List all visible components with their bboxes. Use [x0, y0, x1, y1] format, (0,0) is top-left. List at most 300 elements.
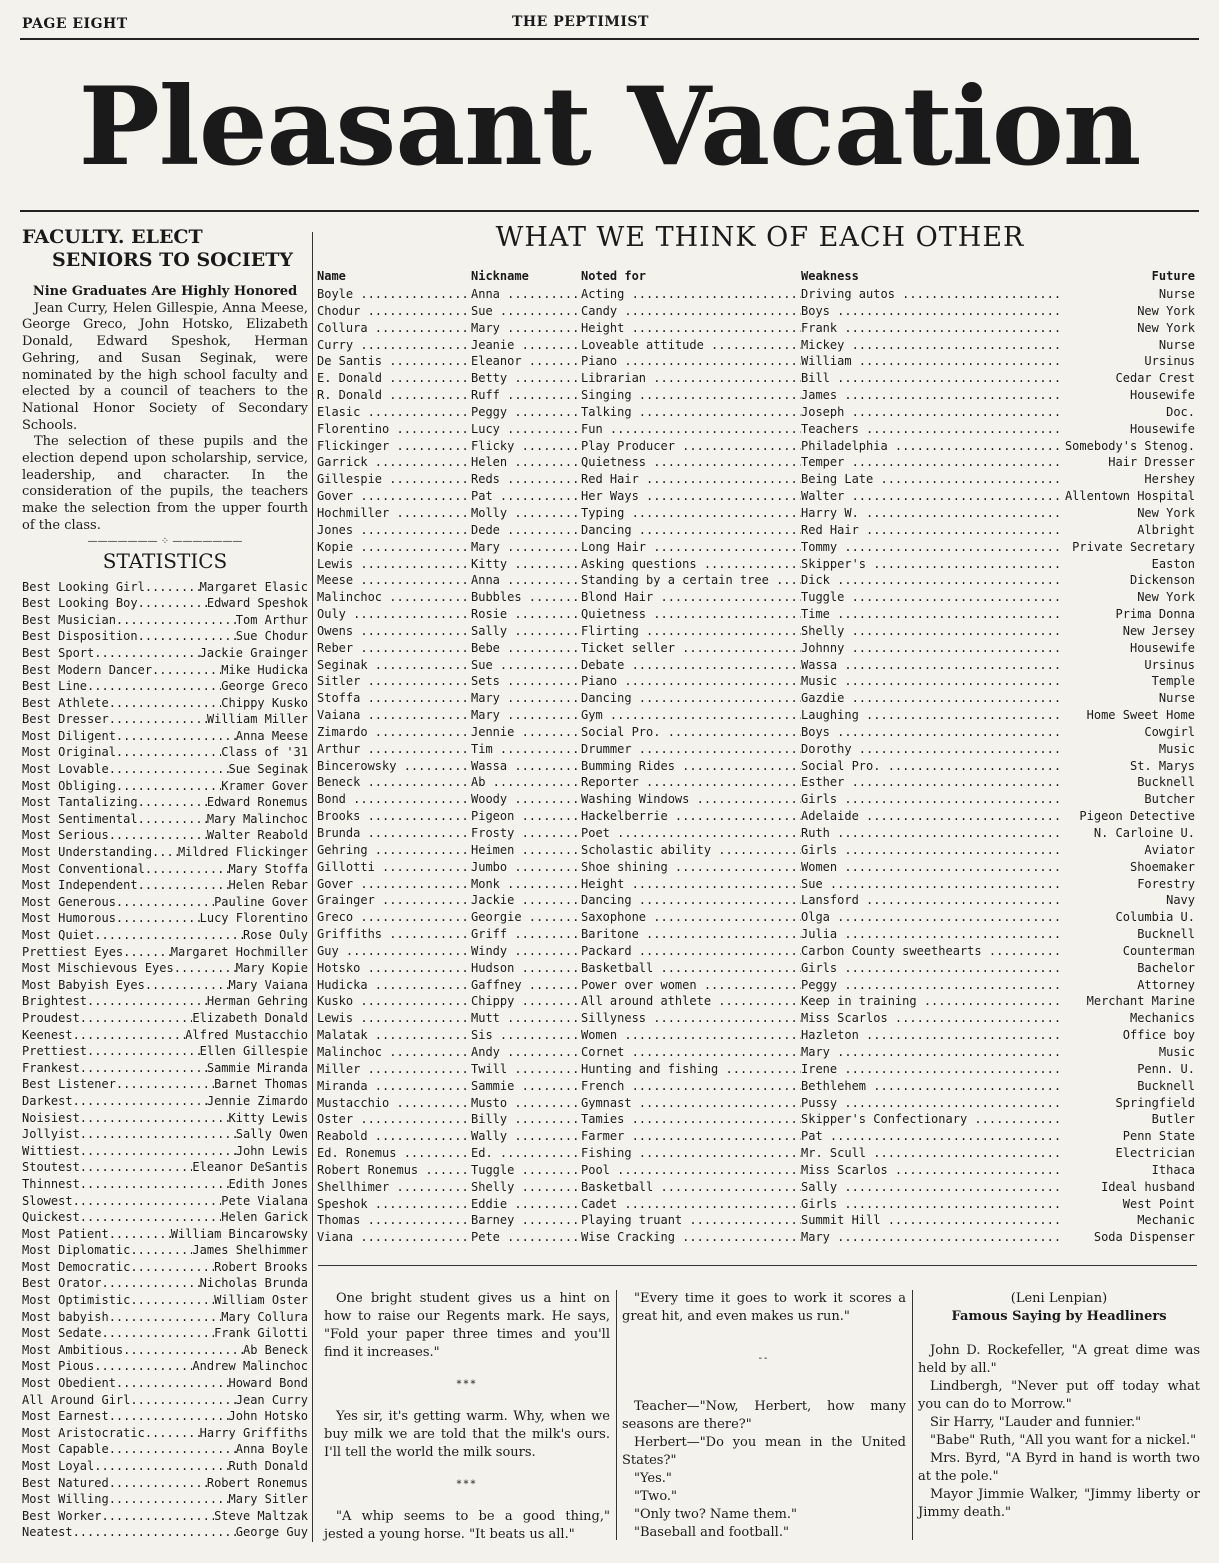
leader-dots [653, 1180, 801, 1194]
cell-text: Housewife [1129, 640, 1195, 655]
statistic-row [22, 1110, 308, 1127]
joke-paragraph: Yes sir, it's getting warm. Why, when we buy milk we are told that the milk's ours. I'll tell the world the milk sours. [324, 1409, 610, 1460]
cell-text: Power over women [581, 977, 697, 992]
cell-text: Cowgirl [1144, 724, 1195, 739]
cell-text: Saxophone [581, 910, 647, 925]
cell-text: Quietness [581, 455, 647, 470]
statistic-name: Edith Jones [228, 1176, 308, 1191]
cell-text: Time [801, 607, 830, 622]
table-row [317, 572, 1195, 589]
leader-dots [80, 1110, 229, 1127]
cell-text: Fishing [581, 1146, 632, 1161]
cell-nickname [471, 943, 581, 960]
cell-text: Home Sweet Home [1086, 708, 1195, 723]
cell-text: Packard [581, 943, 632, 958]
cell-noted-for [581, 572, 801, 589]
cell-text: Adelaide [801, 809, 859, 824]
leader-dots [389, 506, 471, 520]
leader-dots [646, 607, 801, 621]
cell-future [1061, 825, 1195, 842]
leader-dots [360, 304, 471, 318]
cell-text: Pussy [801, 1095, 838, 1110]
table-row [317, 859, 1195, 876]
leader-dots [823, 877, 1061, 891]
cell-text: Mutt [471, 1011, 500, 1026]
leader-dots [368, 1129, 471, 1143]
cell-name [317, 303, 471, 320]
leader-dots [507, 1197, 581, 1211]
leader-dots [689, 792, 801, 806]
cell-noted-for [581, 808, 801, 825]
cell-name [317, 1061, 471, 1078]
cell-noted-for [581, 690, 801, 707]
cell-text: Walter [801, 489, 845, 504]
cell-weakness [801, 589, 1061, 606]
cell-text: Dancing [581, 522, 632, 537]
cell-text: Pete [471, 1230, 500, 1245]
cell-text: Ruth [801, 826, 830, 840]
cell-text: Gehring [317, 842, 368, 857]
statistic-name: Robert Ronemus [206, 1475, 308, 1490]
leader-dots [353, 877, 471, 891]
statistic-name: Mary Malinchoc [206, 811, 308, 826]
statistic-name: Frank Gilotti [214, 1326, 308, 1341]
leader-dots [624, 1079, 801, 1093]
joke-paragraph: "A whip seems to be a good thing," jested a young horse. "It beats us all." [324, 1509, 610, 1542]
cell-noted-for [581, 320, 801, 337]
cell-future [1061, 724, 1195, 741]
table-row [317, 1212, 1195, 1229]
statistic-row [22, 1143, 308, 1160]
bottom-rule [318, 1265, 1197, 1266]
cell-nickname [471, 404, 581, 421]
table-row [317, 640, 1195, 657]
cell-weakness [801, 993, 1061, 1010]
cell-noted-for [581, 640, 801, 657]
cell-future [1061, 1061, 1195, 1078]
cell-name [317, 943, 471, 960]
table-row [317, 1111, 1195, 1128]
statistic-label: Best Line [22, 679, 88, 694]
cell-weakness [801, 303, 1061, 320]
statistic-name: Pete Vialana [221, 1193, 308, 1208]
cell-text: E. Donald [317, 371, 383, 386]
cell-text: Summit Hill [801, 1213, 881, 1228]
cell-future [1061, 707, 1195, 724]
cell-name [317, 438, 471, 455]
leader-dots [917, 994, 1061, 1008]
cell-name [317, 539, 471, 556]
table-row [317, 707, 1195, 724]
leader-dots [116, 910, 200, 927]
cell-text: Tuggle [471, 1162, 515, 1177]
cell-text: Jones [317, 522, 354, 537]
cell-text: Girls [801, 792, 838, 807]
leader-dots [859, 893, 1061, 907]
cell-text: Eleanor [471, 354, 522, 369]
cell-weakness [801, 825, 1061, 842]
star-separator: *** [456, 1379, 478, 1390]
leader-dots [675, 1230, 801, 1244]
statistic-row [22, 1358, 308, 1375]
cell-text: Kopie [317, 539, 354, 554]
honor-headline-line2: SENIORS TO SOCIETY [52, 249, 293, 271]
cell-weakness [801, 774, 1061, 791]
cell-weakness [801, 859, 1061, 876]
cell-text: Mary [801, 1230, 830, 1245]
cell-text: Typing [581, 505, 625, 520]
cell-text: Andy [471, 1044, 500, 1059]
cell-text: Bebe [471, 640, 500, 655]
header-future: Future [1151, 269, 1195, 283]
statistic-name: Jean Curry [235, 1392, 308, 1407]
leader-dots [500, 287, 581, 301]
leader-dots [888, 439, 1061, 453]
cell-text: Somebody's Stenog. [1064, 438, 1195, 453]
statistic-row [22, 1126, 308, 1143]
statistic-row [22, 1275, 308, 1292]
cell-text: Florentino [317, 421, 390, 436]
cell-future [1061, 1229, 1195, 1246]
leader-dots [500, 1045, 581, 1059]
statistic-name: Mary Sitler [228, 1492, 308, 1507]
leader-dots [493, 658, 581, 672]
cell-nickname [471, 1027, 581, 1044]
leader-dots [603, 422, 801, 436]
cell-weakness [801, 387, 1061, 404]
leader-dots [353, 1230, 471, 1244]
cell-nickname [471, 606, 581, 623]
cell-text: Cedar Crest [1115, 371, 1195, 386]
cell-future [1061, 370, 1195, 387]
cell-future [1061, 1162, 1195, 1179]
cell-noted-for [581, 741, 801, 758]
leader-dots [844, 455, 1061, 469]
table-row [317, 505, 1195, 522]
leader-dots [109, 1491, 229, 1508]
leader-dots [396, 1146, 471, 1160]
cell-future [1061, 387, 1195, 404]
cell-name [317, 556, 471, 573]
cell-nickname [471, 522, 581, 539]
leader-dots [617, 674, 801, 688]
cell-nickname [471, 926, 581, 943]
cell-text: Wassa [471, 758, 508, 773]
joke-paragraph: "Baseball and football." [634, 1525, 789, 1540]
statistic-label: Most Mischievous Eyes [22, 961, 174, 976]
leader-dots [382, 388, 471, 402]
leader-dots [837, 388, 1061, 402]
cell-future [1061, 808, 1195, 825]
leader-dots [353, 287, 471, 301]
cell-name [317, 707, 471, 724]
statistic-name: Walter Reabold [206, 828, 308, 843]
leader-dots [507, 624, 581, 638]
cell-text: Mustacchio [317, 1095, 390, 1110]
statistic-label: Best Orator [22, 1276, 102, 1291]
cell-weakness [801, 707, 1061, 724]
leader-dots [837, 1096, 1061, 1110]
cell-weakness [801, 960, 1061, 977]
cell-nickname [471, 438, 581, 455]
leader-dots [844, 641, 1061, 655]
cell-text: Seginak [317, 657, 368, 672]
table-row [317, 1044, 1195, 1061]
leader-dots [353, 489, 471, 503]
statistic-name: Kramer Gover [221, 778, 308, 793]
cell-nickname [471, 993, 581, 1010]
cell-nickname [471, 825, 581, 842]
cell-weakness [801, 758, 1061, 775]
statistic-label: Most Conventional [22, 861, 145, 876]
cell-text: Bincerowsky [317, 758, 397, 773]
leader-dots [360, 674, 471, 688]
leader-dots [844, 405, 1061, 419]
statistic-name: Anna Meese [235, 728, 308, 743]
statistic-row [22, 1259, 308, 1276]
famous-saying: "Babe" Ruth, "All you want for a nickel." [930, 1433, 1197, 1448]
statistic-label: Most Ambitious [22, 1342, 124, 1357]
statistic-row [22, 595, 308, 612]
leader-dots [109, 695, 222, 712]
leader-dots [339, 944, 471, 958]
cell-weakness [801, 522, 1061, 539]
star-separator: *** [456, 1479, 478, 1490]
cell-text: Skipper's [801, 556, 867, 571]
cell-text: Grainger [317, 893, 375, 908]
statistic-name: Eleanor DeSantis [192, 1160, 308, 1175]
statistic-label: Most Lovable [22, 762, 109, 777]
leader-dots [675, 759, 801, 773]
cell-nickname [471, 673, 581, 690]
leader-dots [507, 607, 581, 621]
cell-text: Miss Scarlos [801, 1011, 888, 1026]
statistic-name: Sally Owen [235, 1127, 308, 1142]
leader-dots [646, 455, 801, 469]
statistic-name: Sammie Miranda [206, 1060, 308, 1075]
leader-dots [837, 1062, 1061, 1076]
cell-text: Thomas [317, 1213, 361, 1228]
statistic-label: Prettiest Eyes [22, 944, 124, 959]
cell-text: Ithaca [1151, 1162, 1195, 1177]
cell-noted-for [581, 1095, 801, 1112]
leader-dots [603, 708, 801, 722]
leader-dots [116, 894, 214, 911]
think-table [317, 266, 1195, 1246]
cell-text: Hazleton [801, 1028, 859, 1043]
cell-text: Peggy [471, 404, 508, 419]
cell-text: Nurse [1158, 287, 1195, 301]
leader-dots [130, 1242, 192, 1259]
cell-name [317, 471, 471, 488]
cell-name [317, 1010, 471, 1027]
leader-dots [646, 1011, 801, 1025]
cell-text: Blond Hair [581, 590, 654, 605]
leader-dots [837, 674, 1061, 688]
cell-text: Washing Windows [581, 792, 690, 807]
leader-dots [624, 658, 801, 672]
cell-text: Nurse [1158, 691, 1195, 706]
cell-weakness [801, 1179, 1061, 1196]
cell-text: New York [1137, 303, 1195, 318]
table-row [317, 303, 1195, 320]
cell-text: Molly [471, 505, 508, 520]
leader-dots [522, 354, 581, 368]
leader-dots [859, 422, 1061, 436]
leader-dots [660, 725, 801, 739]
leader-dots [514, 1079, 581, 1093]
cell-text: Pool [581, 1162, 610, 1177]
leader-dots [514, 994, 581, 1008]
leader-dots [507, 1096, 581, 1110]
cell-future [1061, 1027, 1195, 1044]
table-row [317, 606, 1195, 623]
table-row [317, 438, 1195, 455]
statistic-name: William Oster [214, 1293, 308, 1308]
statistic-row [22, 1292, 308, 1309]
cell-weakness [801, 337, 1061, 354]
column-rule [312, 232, 313, 1542]
table-row [317, 1095, 1195, 1112]
leader-dots [353, 994, 471, 1008]
cell-weakness [801, 926, 1061, 943]
cell-text: Mickey [801, 337, 845, 352]
leader-dots [94, 645, 199, 662]
statistic-row [22, 861, 308, 878]
cell-weakness [801, 488, 1061, 505]
cell-text: Billy [471, 1112, 508, 1127]
leader-dots [500, 321, 581, 335]
cell-text: Flirting [581, 623, 639, 638]
famous-sayings-title: Famous Saying by Headliners [951, 1309, 1167, 1324]
table-row [317, 926, 1195, 943]
statistic-name: Rose Ouly [242, 928, 308, 943]
cell-noted-for [581, 960, 801, 977]
cell-text: Oster [317, 1112, 354, 1127]
statistic-name: Elizabeth Donald [192, 1010, 308, 1025]
cell-text: Johnny [801, 640, 845, 655]
cell-noted-for [581, 556, 801, 573]
cell-text: William [801, 354, 852, 369]
cell-text: New York [1137, 590, 1195, 605]
cell-name [317, 320, 471, 337]
cell-weakness [801, 724, 1061, 741]
cell-weakness [801, 842, 1061, 859]
leader-dots [514, 826, 581, 840]
leader-dots [138, 595, 207, 612]
leader-dots [109, 711, 207, 728]
cell-nickname [471, 1061, 581, 1078]
leader-dots [507, 1062, 581, 1076]
table-row [317, 539, 1195, 556]
leader-dots [116, 778, 221, 795]
table-row [317, 471, 1195, 488]
cell-text: Sue [801, 876, 823, 891]
cell-nickname [471, 1229, 581, 1246]
leader-dots [837, 860, 1061, 874]
statistic-row [22, 927, 308, 944]
cell-name [317, 421, 471, 438]
cell-weakness [801, 1196, 1061, 1213]
leader-dots [493, 489, 581, 503]
cell-text: Sue [471, 303, 493, 318]
leader-dots [718, 1062, 801, 1076]
leader-dots [123, 1342, 243, 1359]
cell-future [1061, 1078, 1195, 1095]
cell-text: Boys [801, 724, 830, 739]
cell-weakness [801, 909, 1061, 926]
leader-dots [368, 455, 471, 469]
cell-text: Ideal husband [1101, 1179, 1195, 1194]
cell-future [1061, 892, 1195, 909]
statistic-name: Pauline Gover [214, 894, 308, 909]
cell-text: Hochmiller [317, 505, 390, 520]
leader-dots [880, 759, 1061, 773]
leader-dots [375, 893, 471, 907]
cell-text: Baritone [581, 927, 639, 942]
cell-text: Butcher [1144, 792, 1195, 807]
cell-text: Chodur [317, 303, 361, 318]
leader-dots [353, 540, 471, 554]
statistic-label: Most Original [22, 745, 116, 760]
cell-text: Reds [471, 472, 500, 487]
table-row [317, 842, 1195, 859]
bottom-column-rule [912, 1290, 913, 1540]
leader-dots [360, 1062, 471, 1076]
table-row [317, 353, 1195, 370]
leader-dots [80, 1126, 236, 1143]
leader-dots [830, 1230, 1061, 1244]
cell-text: Irene [801, 1061, 838, 1076]
leader-dots [493, 1146, 581, 1160]
cell-weakness [801, 876, 1061, 893]
cell-nickname [471, 1095, 581, 1112]
statistic-label: Most Aristocratic [22, 1425, 145, 1440]
table-row [317, 1010, 1195, 1027]
cell-text: Height [581, 320, 625, 335]
cell-text: Music [1158, 741, 1195, 756]
cell-nickname [471, 421, 581, 438]
cell-future [1061, 993, 1195, 1010]
cell-nickname [471, 454, 581, 471]
cell-text: Red Hair [801, 522, 859, 537]
statistic-row [22, 910, 308, 927]
cell-text: Sets [471, 674, 500, 689]
cell-name [317, 758, 471, 775]
cell-future [1061, 454, 1195, 471]
leader-dots [500, 388, 581, 402]
cell-name [317, 876, 471, 893]
cell-text: Shoemaker [1129, 859, 1195, 874]
cell-future [1061, 1095, 1195, 1112]
cell-text: Curry [317, 337, 354, 352]
leader-dots [500, 1011, 581, 1025]
cell-text: Mary [471, 691, 500, 706]
statistic-name: William Bincarowsky [170, 1226, 308, 1241]
leader-dots [837, 961, 1061, 975]
statistic-label: Most Understanding [22, 845, 153, 860]
honor-paragraph-1: Jean Curry, Helen Gillespie, Anna Meese, George Greco, John Hotsko, Elizabeth Donald, Edward Speshok, Herman Gehring, and Susan Seginak, were nominated by the high school faculty and elected by a council of teachers to the National Honor Society of Secondary Schools. [22, 300, 308, 433]
cell-text: Ab [471, 775, 486, 790]
statistic-label: Keenest [22, 1027, 73, 1042]
cell-text: Navy [1166, 893, 1195, 908]
cell-future [1061, 572, 1195, 589]
cell-text: Boyle [317, 287, 354, 301]
header-name: Name [317, 269, 346, 283]
leader-dots [500, 472, 581, 486]
page-header [22, 12, 1197, 36]
joke-paragraph: "Two." [634, 1489, 678, 1504]
